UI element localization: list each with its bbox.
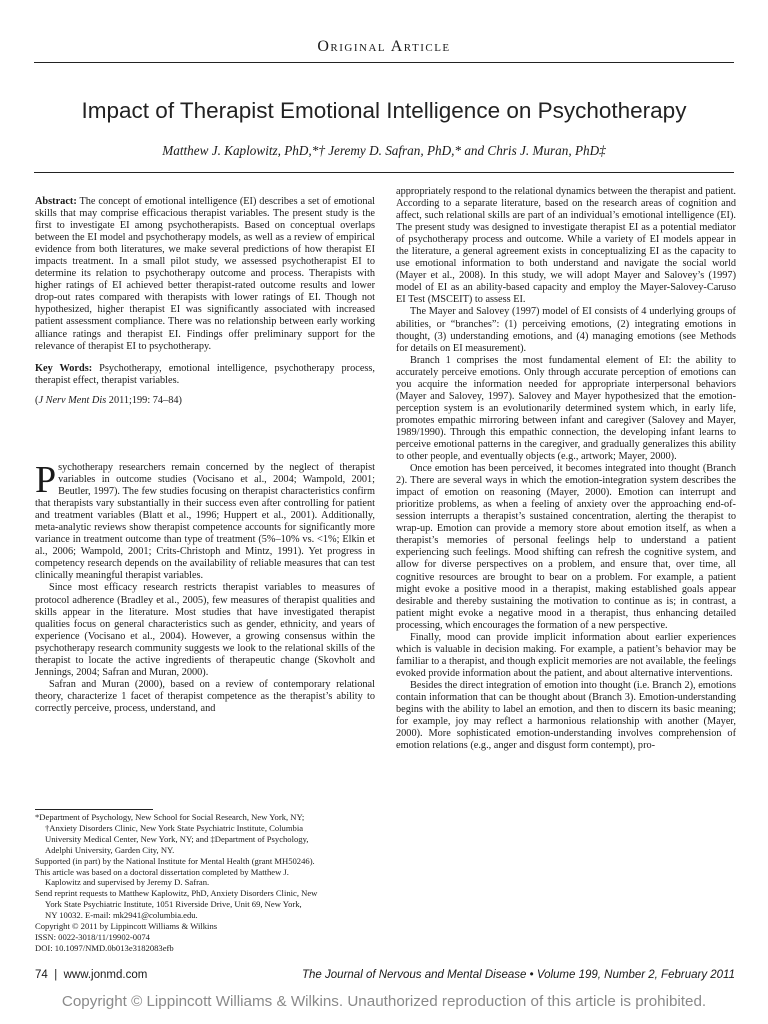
keywords-label: Key Words: [35,362,93,374]
issue-info: Volume 199, Number 2, February 2011 [536,969,735,981]
body-paragraph: The Mayer and Salovey (1997) model of EI consists of 4 underlying groups of abilities, or “branches”: (1) perceiving emotions, (2) integrating emotions in thought, (3) understanding emotions, and (4) managing emotions (see Methods for details on EI measurement). [396,306,736,354]
footnote-line: Kaplowitz and supervised by Jeremy D. Safran. [45,877,210,888]
footnote-line: NY 10032. E-mail: mk2941@columbia.edu. [45,910,198,921]
footnote-line: Adelphi University, Garden City, NY. [45,844,175,855]
body-paragraph: Besides the direct integration of emotion into thought (i.e. Branch 2), emotions contain information that can be thought about (Branch 3). Emotion-understanding begins with the ability to label an emotion, and then to discern its basic meaning; for example, joy may reflect a harmonious relationship with another (Mayer, 2000). More sophisticated emotion-understanding involves comprehension of emotion relations (e.g., anger and disgust form contempt), pro- [396,679,736,752]
abstract-block [35,196,375,407]
footnote-line: *Department of Psychology, New School for Social Research, New York, NY; [35,812,305,822]
journal-issue [302,969,735,981]
footnote-line: University Medical Center, New York, NY; and ‡Department of Psychology, [45,833,309,844]
footnote-line: †Anxiety Disorders Clinic, New York State Psychiatric Institute, Columbia [45,822,304,833]
header-rule [34,62,734,63]
abstract-label: Abstract: [35,196,77,207]
footnotes [35,809,375,954]
citation-line: (J Nerv Ment Dis 2011;199: 74–84) [35,394,182,406]
citation-details: 2011;199: 74–84) [108,394,182,406]
body-paragraph: Finally, mood can provide implicit information about earlier experiences which is valuable in decision making. For example, a patient’s behavior may be familiar to a therapist, and though explicit memories are not available, the feelings evoked provide information about the patient, and about alternative interventions. [396,631,736,679]
citation-journal: J Nerv Ment Dis [38,394,107,406]
footnote-rule [35,809,153,810]
journal-website-link[interactable]: www.jonmd.com [63,969,148,981]
footnote-line: This article was based on a doctoral dissertation completed by Matthew J. [35,866,289,877]
keywords-text: Psychotherapy, emotional intelligence, psychotherapy process, therapist effect, therapist variables. [35,362,375,386]
body-paragraph: appropriately respond to the relational dynamics between the therapist and patient. According to a separate literature, based on the research areas of cognition and affect, such relational skills are part of an individual’s emotional intelligence (EI). The present study was designed to investigate therapist EI as a potential mediator of psychotherapy process and outcome. While a variety of EI models appear in the literature, a general agreement exists in conceptualizing EI as the capacity to use emotional information to both understand and navigate the social world (Mayer et al., 2008). In this study, we will adopt Mayer and Salovey’s (1997) model of EI as an ability-based capacity and employ the Mayer-Salovey-Caruso EI Test (MSCEIT) to assess EI. [396,186,736,306]
body-paragraph: Branch 1 comprises the most fundamental element of EI: the ability to accurately perceive emotions. Only through accurate perception of emotions can you acquire the information needed for appropriate interpersonal behaviors (Mayer and Salovey, 1997). Salovey and Mayer hypothesized that the emotion-perception system is an evolutionarily determined system which, in early life, promotes empathic mirroring between infant and caregiver (Salovey and Mayer, 1989/1990). Through this empathic connection, the developing infant learns to perceive emotional patterns in the caregiver, and gradually generalizes this ability to other people, and eventually objects (e.g., artwork; Mayer, 2000). [396,354,736,463]
footnote-line: York State Psychiatric Institute, 1051 Riverside Drive, Unit 69, New York, [45,899,302,910]
article-title: Impact of Therapist Emotional Intelligence on Psychotherapy [81,98,687,123]
left-body-column [35,459,375,715]
author-list: Matthew J. Kaplowitz, PhD,*† Jeremy D. Safran, PhD,* and Chris J. Muran, PhD‡ [162,143,606,158]
keywords-paragraph [35,363,375,387]
body-paragraph: Once emotion has been perceived, it becomes integrated into thought (Branch 2). There are several ways in which the emotion-integration system describes the impact of emotion on reasoning (Mayer, 2000). Emotion can interrupt and prioritize problems, as when a feeling of anxiety over the approaching end-of-session interrupts a therapist’s sustained concentration, alerting the therapist to wrap-up. Emotion can provide a memory store about emotion itself, as when a therapist’s memories of personal feelings help to understand a patient experiencing such feelings. Mood shifting can refresh the cognitive system, and allow for diverse perspectives on a problem, and ensure that, over time, all cognitive resources are brought to bear on a problem. For example, a patient might evoke a positive mood in a therapist, making established goals appear desirable and thereby sustaining the motivation to continue as is; in contrast, a patient might evoke a negative mood in a therapist, thus enhancing detailed processing, which encourages the formation of a new perspective. [396,463,736,631]
footnote-line: Copyright © 2011 by Lippincott Williams & Wilkins [35,921,218,932]
section-label: Original Article [317,38,451,55]
body-paragraph: Safran and Muran (2000), based on a review of contemporary relational theory, characterize 1 facet of therapist competence as the therapist’s ability to correctly perceive, process, understand, and [35,678,375,714]
copyright-watermark: Copyright © Lippincott Williams & Wilkins. Unauthorized reproduction of this article is prohibited. [61,993,707,1010]
right-body-column [396,186,736,752]
footnote-line: Supported (in part) by the National Institute for Mental Health (grant MH50246). [35,855,315,866]
drop-cap: P [35,459,57,501]
footnote-line: Send reprint requests to Matthew Kaplowitz, PhD, Anxiety Disorders Clinic, New [35,888,318,899]
body-paragraph [35,459,375,582]
footnote-line: ISSN: 0022-3018/11/19902-0074 [35,931,150,942]
footnote-line: DOI: 10.1097/NMD.0b013e3182083efb [35,942,174,953]
page-number: 74 [35,969,48,981]
abstract-text: The concept of emotional intelligence (EI) describes a set of emotional skills that may comprise efficacious therapist variables. The present study is the first to investigate EI among psychotherapists. Based on conceptual overlaps between the EI model and psychotherapy models, as well as a review of empirical evidence from both literatures, we make several predictions of how therapist EI impacts treatment. In a small pilot study, we assessed psychotherapist EI to determine its relation to psychotherapy outcome and process. Therapists with higher ratings of EI achieved better therapist-rated outcome results and lower drop-out rates compared with therapists with lower ratings of EI. Though not hypothesized, higher therapist EI was significantly associated with increased patient assessment compliance. There was no relationship between early working alliance ratings and therapist EI. Findings offer preliminary support for the relevance of therapist EI to psychotherapy. [35,196,375,352]
body-paragraph: Since most efficacy research restricts therapist variables to measures of protocol adherence (Bradley et al., 2005), few measures of therapist qualities and skills appear in the literature. Most studies that have investigated therapist qualities focus on general characteristics such as gender, ethnicity, and years of experience (Vocisano et al., 2004). However, a growing consensus within the psychotherapy research community suggests we look to the relational skills of the therapist to locate the active ingredients of therapeutic change (Skovholt and Jennings, 2004; Safran and Muran, 2000). [35,582,375,678]
intro-text: sychotherapy researchers remain concerned by the neglect of therapist variables in outcome studies (Vocisano et al., 2004; Wampold, 2001; Beutler, 1997). The few studies focusing on therapist characteristics confirm that therapists vary substantially in their success even after controlling for patient and treatment variables (Blatt et al., 1996; Huppert et al., 2001). Additionally, meta-analytic reviews show therapist competence accounts for significantly more variance in treatment outcome than type of treatment (5%–10% vs. <1%; Elkin et al., 2006; Wampold, 2001; Crits-Christoph and Mintz, 1991). Yet progress in competency research depends on the availability of reliable measures that can test clinically meaningful therapist variables. [35,462,375,582]
journal-name: The Journal of Nervous and Mental Disease [302,969,527,981]
footer-bullet: • [529,969,534,981]
abstract-paragraph [35,196,375,353]
title-rule [34,172,734,173]
page-footer [35,969,735,981]
footer-separator: | [54,969,58,981]
